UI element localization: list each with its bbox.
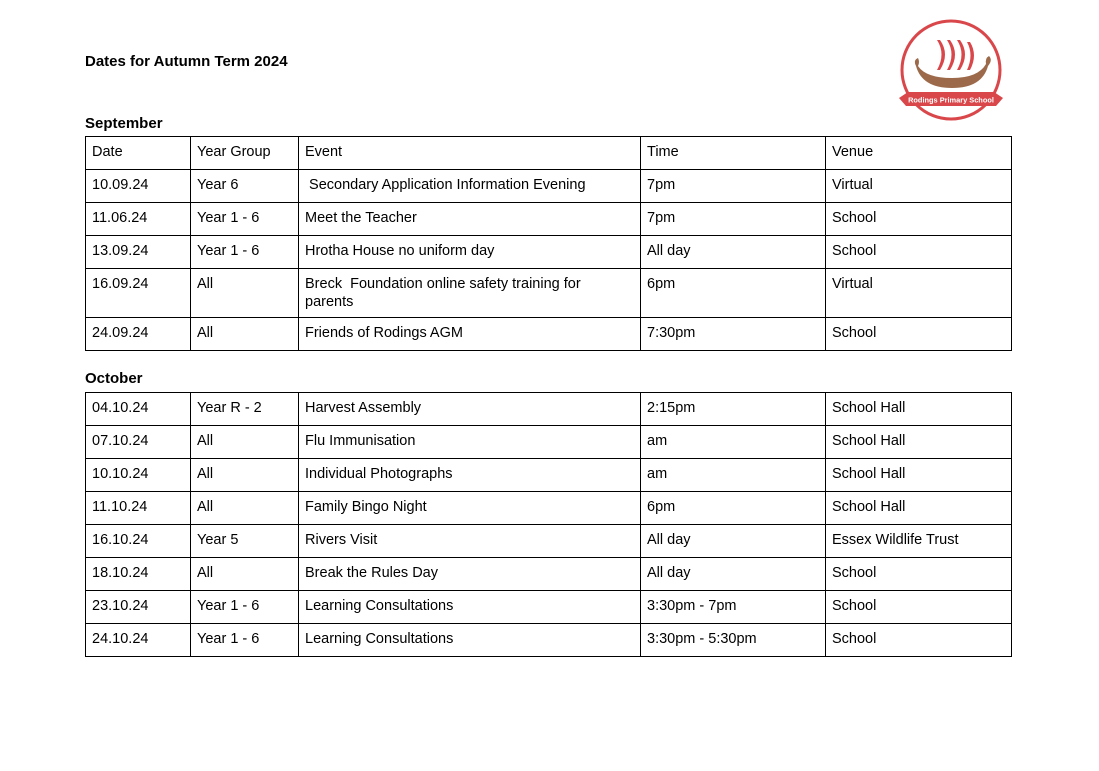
cell-event: Learning Consultations: [299, 591, 641, 624]
table-row: [86, 459, 1012, 492]
cell-year-group: All: [191, 269, 299, 318]
table-row: [86, 393, 1012, 426]
header-date: Date: [86, 137, 191, 170]
cell-year-group: Year 1 - 6: [191, 624, 299, 657]
cell-event: Family Bingo Night: [299, 492, 641, 525]
cell-date: 10.09.24: [86, 170, 191, 203]
cell-venue: School Hall: [826, 492, 1012, 525]
cell-year-group: Year 5: [191, 525, 299, 558]
header-venue: Venue: [826, 137, 1012, 170]
cell-venue: School: [826, 624, 1012, 657]
table-row: [86, 492, 1012, 525]
october-heading: October: [85, 370, 143, 387]
cell-year-group: All: [191, 318, 299, 351]
cell-venue: School Hall: [826, 459, 1012, 492]
cell-time: 6pm: [641, 269, 826, 318]
header-time: Time: [641, 137, 826, 170]
table-row: [86, 318, 1012, 351]
cell-venue: School: [826, 203, 1012, 236]
cell-time: 7pm: [641, 203, 826, 236]
cell-time: am: [641, 426, 826, 459]
cell-event: Learning Consultations: [299, 624, 641, 657]
cell-date: 11.06.24: [86, 203, 191, 236]
cell-venue: Virtual: [826, 170, 1012, 203]
cell-year-group: All: [191, 459, 299, 492]
table-row: [86, 624, 1012, 657]
cell-time: 3:30pm - 5:30pm: [641, 624, 826, 657]
cell-time: 7:30pm: [641, 318, 826, 351]
header-event: Event: [299, 137, 641, 170]
cell-date: 24.10.24: [86, 624, 191, 657]
cell-year-group: All: [191, 492, 299, 525]
cell-year-group: Year 6: [191, 170, 299, 203]
cell-year-group: All: [191, 426, 299, 459]
cell-year-group: Year 1 - 6: [191, 203, 299, 236]
cell-time: am: [641, 459, 826, 492]
cell-event: Hrotha House no uniform day: [299, 236, 641, 269]
cell-venue: School Hall: [826, 426, 1012, 459]
cell-date: 16.09.24: [86, 269, 191, 318]
cell-date: 04.10.24: [86, 393, 191, 426]
cell-event: Meet the Teacher: [299, 203, 641, 236]
october-events-table: [85, 392, 1012, 657]
cell-date: 13.09.24: [86, 236, 191, 269]
cell-date: 24.09.24: [86, 318, 191, 351]
cell-event: Friends of Rodings AGM: [299, 318, 641, 351]
cell-event: Individual Photographs: [299, 459, 641, 492]
cell-year-group: Year R - 2: [191, 393, 299, 426]
cell-time: 2:15pm: [641, 393, 826, 426]
cell-time: All day: [641, 525, 826, 558]
table-row: [86, 203, 1012, 236]
cell-date: 11.10.24: [86, 492, 191, 525]
cell-time: 3:30pm - 7pm: [641, 591, 826, 624]
table-row: [86, 426, 1012, 459]
cell-venue: School: [826, 236, 1012, 269]
september-events-table: [85, 136, 1012, 351]
cell-date: 07.10.24: [86, 426, 191, 459]
cell-venue: School: [826, 558, 1012, 591]
cell-event: Harvest Assembly: [299, 393, 641, 426]
cell-venue: Essex Wildlife Trust: [826, 525, 1012, 558]
cell-venue: School Hall: [826, 393, 1012, 426]
cell-event: Break the Rules Day: [299, 558, 641, 591]
cell-date: 23.10.24: [86, 591, 191, 624]
cell-event: Flu Immunisation: [299, 426, 641, 459]
cell-date: 18.10.24: [86, 558, 191, 591]
cell-event: Secondary Application Information Evening: [299, 170, 641, 203]
september-heading: September: [85, 115, 163, 132]
cell-date: 16.10.24: [86, 525, 191, 558]
table-row: [86, 236, 1012, 269]
header-year-group: Year Group: [191, 137, 299, 170]
logo-text: Rodings Primary School: [908, 95, 994, 105]
table-header-row: [86, 137, 1012, 170]
cell-time: All day: [641, 236, 826, 269]
document-title: Dates for Autumn Term 2024: [85, 53, 288, 70]
cell-year-group: All: [191, 558, 299, 591]
cell-venue: School: [826, 591, 1012, 624]
cell-event: Rivers Visit: [299, 525, 641, 558]
cell-time: All day: [641, 558, 826, 591]
cell-venue: School: [826, 318, 1012, 351]
cell-time: 7pm: [641, 170, 826, 203]
cell-venue: Virtual: [826, 269, 1012, 318]
table-row: [86, 558, 1012, 591]
cell-date: 10.10.24: [86, 459, 191, 492]
cell-time: 6pm: [641, 492, 826, 525]
school-logo: [896, 18, 1006, 124]
cell-year-group: Year 1 - 6: [191, 591, 299, 624]
table-row: [86, 591, 1012, 624]
table-row: [86, 170, 1012, 203]
table-row: [86, 525, 1012, 558]
cell-event: Breck Foundation online safety training for parents: [299, 269, 641, 318]
table-row: [86, 269, 1012, 318]
cell-year-group: Year 1 - 6: [191, 236, 299, 269]
